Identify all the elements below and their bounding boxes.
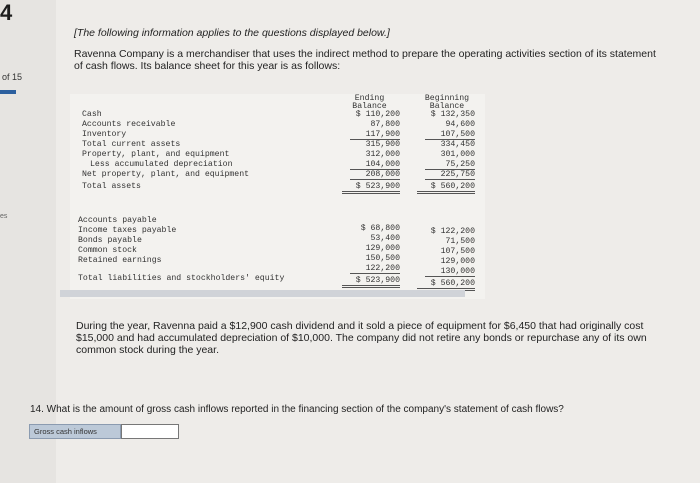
asset-beginning: 75,250 [425,160,475,170]
asset-beginning: $ 560,200 [417,182,475,194]
asset-ending: 315,900 [365,140,400,149]
liability-beginning: 130,000 [425,267,475,277]
asset-label: Net property, plant, and equipment [82,170,250,179]
points-label: es [0,213,8,220]
asset-ending: 312,000 [365,150,400,159]
progress-indicator [0,90,16,94]
asset-ending: $ 110,200 [355,110,400,119]
beginning-header-2: Balance [429,102,465,111]
additional-info: During the year, Ravenna paid a $12,900 cash dividend and it sold a piece of equipment for $6,450 that had originally cost $15,000 and had accumulated depreciation of $10,000. The company did not retire any bonds or repurchase any of its own common stock during the year. [76,320,647,356]
liability-ending: 129,000 [365,244,400,253]
liability-ending: 150,500 [365,254,400,263]
asset-beginning: $ 132,350 [430,110,475,119]
asset-beginning: 94,600 [445,120,475,129]
asset-beginning: 107,500 [425,130,475,140]
asset-ending: 104,000 [350,160,400,170]
asset-label: Inventory [82,130,127,139]
answer-row [29,424,179,439]
liability-label: Total liabilities and stockholders' equity [78,274,285,283]
divider-band [60,290,465,297]
asset-ending: 87,800 [370,120,400,129]
question-count-label: of 15 [2,72,23,82]
answer-label: Gross cash inflows [29,424,121,439]
asset-beginning: 334,450 [440,140,475,149]
company-description: Ravenna Company is a merchandiser that uses the indirect method to prepare the operating activities section of its statement of cash flows. Its balance sheet for this year is as follows: [74,48,656,72]
liability-beginning: $ 560,200 [417,279,475,291]
liability-beginning: $ 122,200 [430,227,475,236]
beginning-header-1: Beginning [424,94,470,103]
liability-ending: 53,400 [370,234,400,243]
question-number: 4 [0,0,13,25]
asset-label: Accounts receivable [82,120,176,129]
liability-label: Retained earnings [78,256,162,265]
liability-ending: $ 523,900 [342,276,400,288]
liability-label: Common stock [78,246,137,255]
question-text: 14. What is the amount of gross cash inflows reported in the financing section of the company's statement of cash flows? [30,404,564,415]
asset-label: Cash [82,110,102,119]
asset-ending: 208,000 [350,170,400,180]
liability-label: Income taxes payable [78,226,177,235]
balance-sheet [70,94,485,299]
liability-ending: $ 68,800 [360,224,400,233]
asset-label: Less accumulated depreciation [90,160,233,169]
asset-ending: 117,900 [350,130,400,140]
asset-label: Total current assets [82,140,181,149]
liability-ending: 122,200 [350,264,400,274]
ending-header-2: Balance [352,102,387,111]
gross-cash-inflows-input[interactable] [121,424,179,439]
liability-beginning: 107,500 [440,247,475,256]
asset-label: Total assets [82,182,141,191]
liability-beginning: 71,500 [445,237,475,246]
asset-beginning: 301,000 [440,150,475,159]
asset-beginning: 225,750 [425,170,475,180]
asset-ending: $ 523,900 [342,182,400,194]
ending-header-1: Ending [354,94,385,103]
asset-label: Property, plant, and equipment [82,150,230,159]
intro-text: [The following information applies to the questions displayed below.] [74,27,390,39]
liability-label: Accounts payable [78,216,157,225]
liability-beginning: 129,000 [440,257,475,266]
liability-label: Bonds payable [78,236,142,245]
